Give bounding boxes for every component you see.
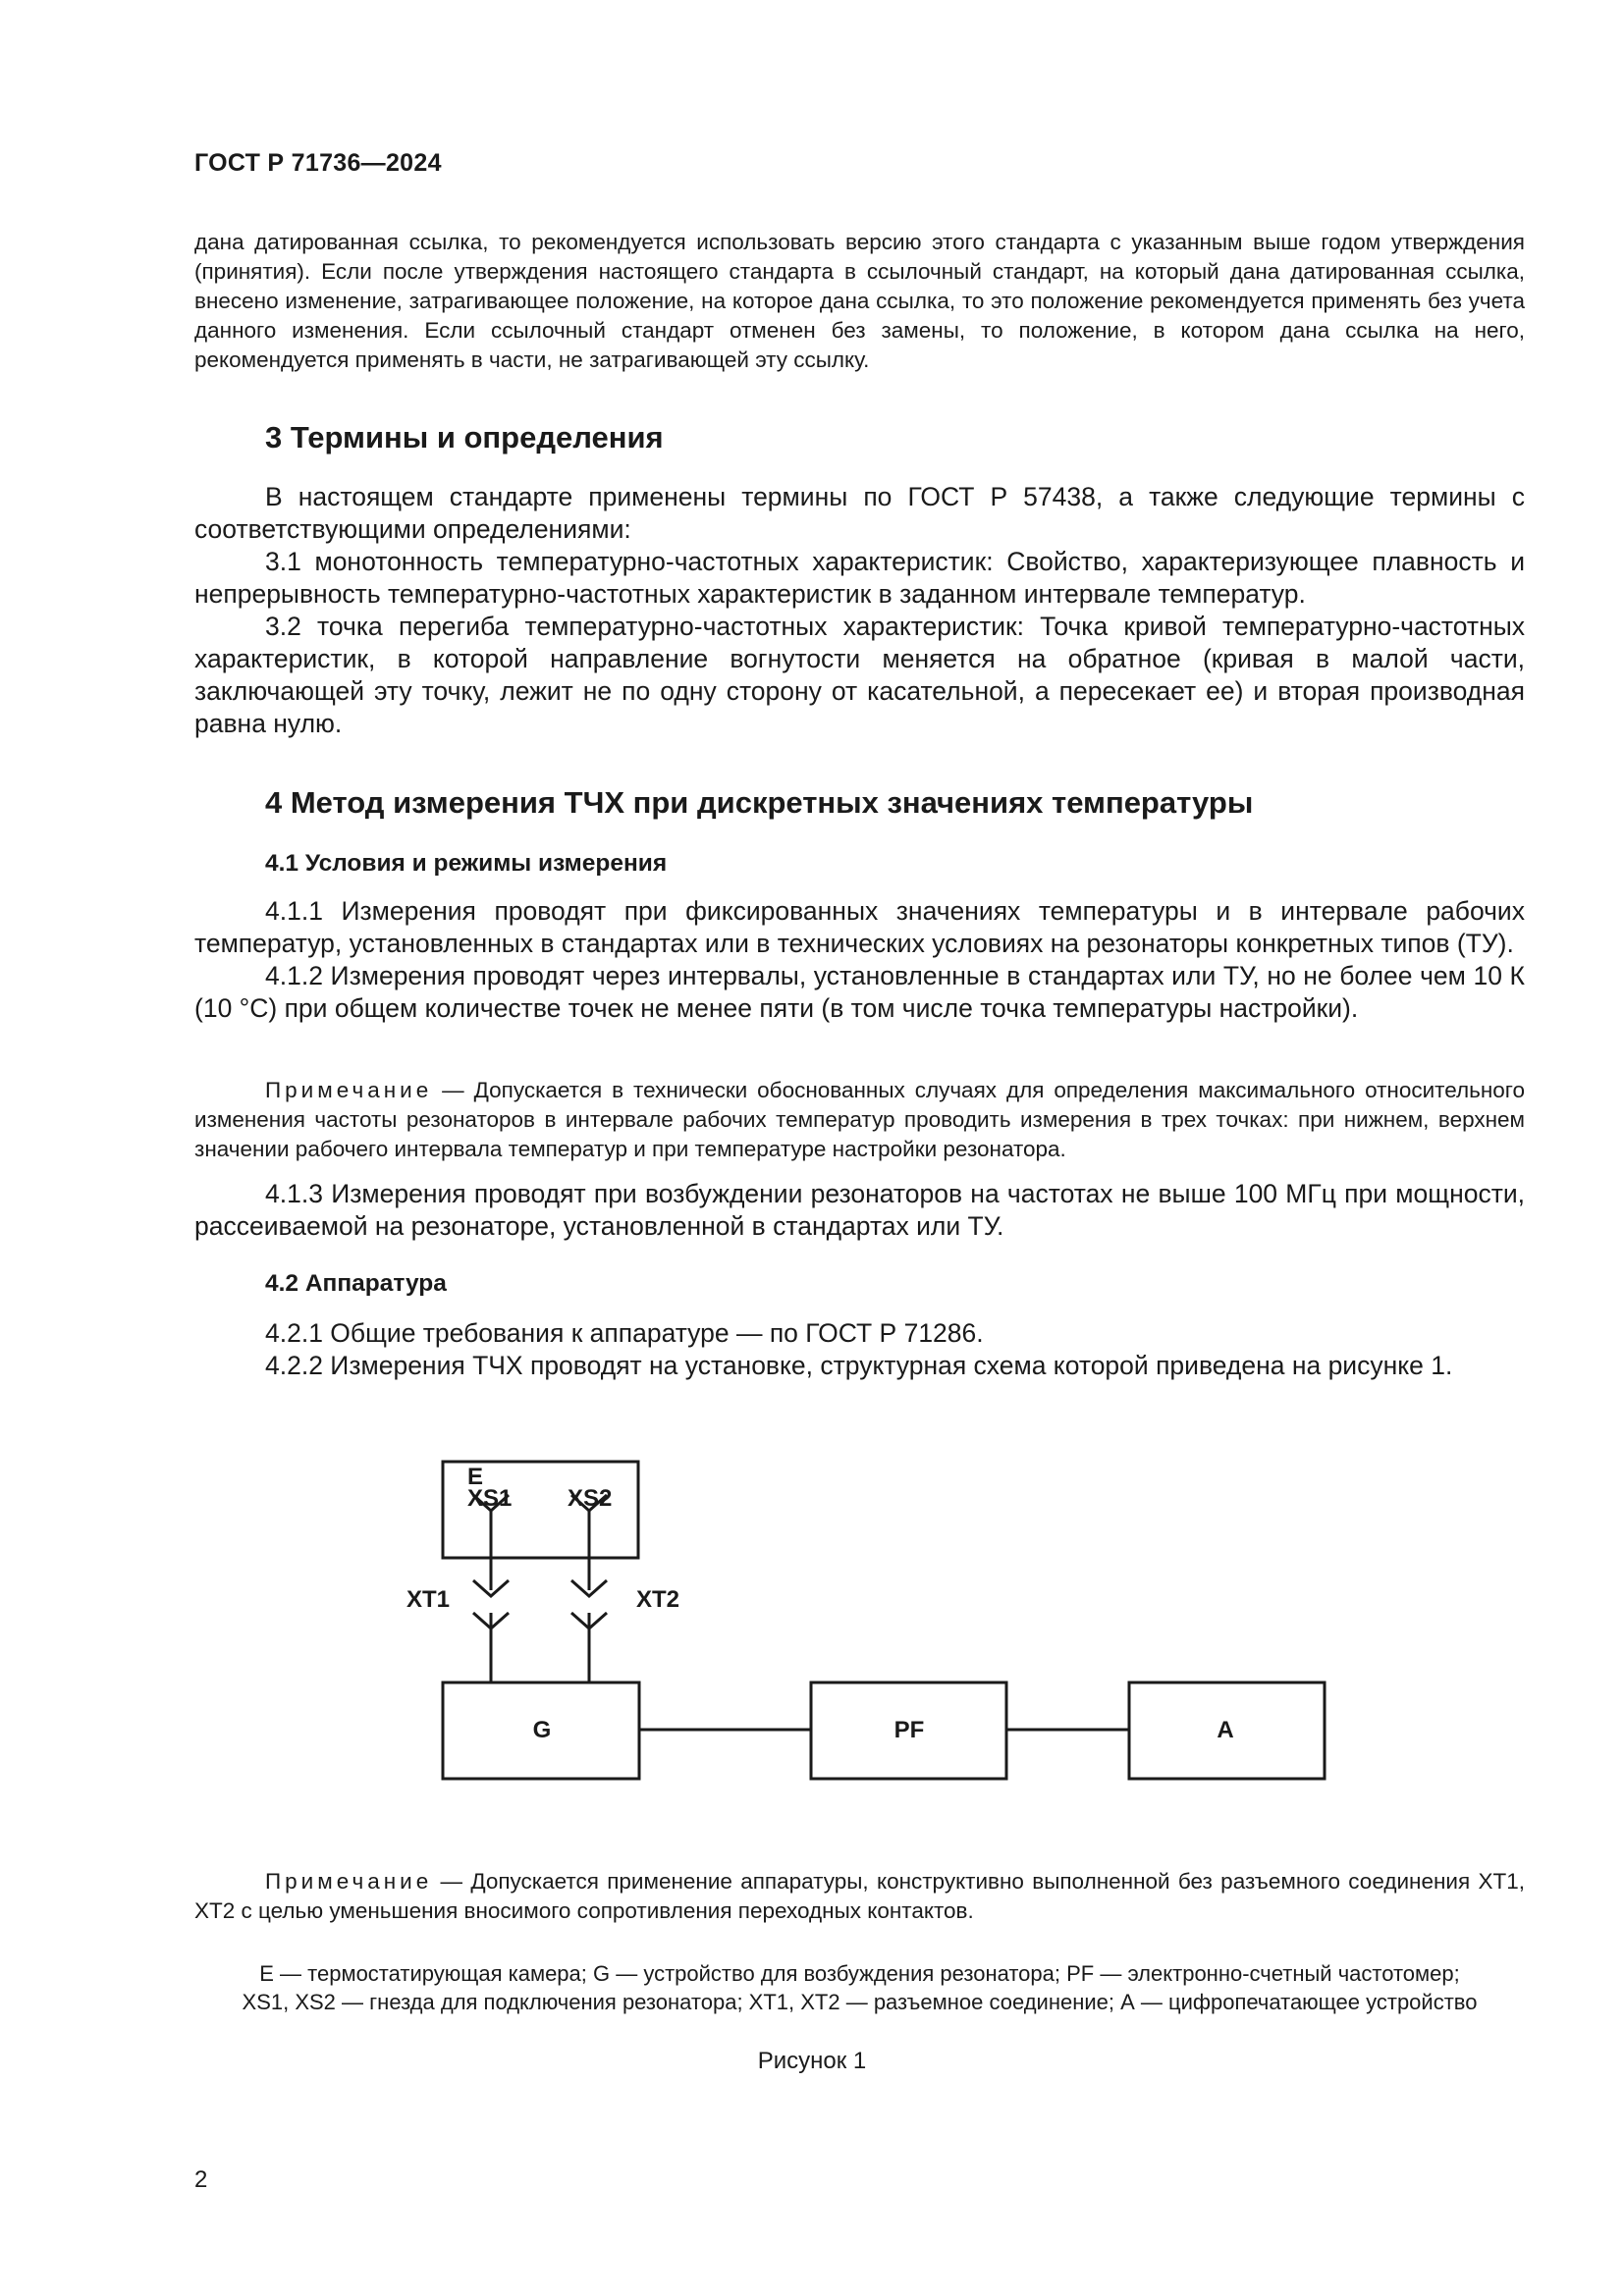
figure-note-label: Примечание — [265, 1869, 433, 1894]
block-pf-label: PF — [893, 1717, 925, 1743]
clause-4-1-1: 4.1.1 Измерения проводят при фиксированных значениях температуры и в интервале рабочих температур, установленных в стандартах или в технических условиях на резонаторы конкретных типов (ТУ). — [194, 896, 1525, 958]
clause-4-2-2: 4.2.2 Измерения ТЧХ проводят на установке, структурная схема которой приведена на рисунке 1. — [265, 1351, 1453, 1380]
connector-xt2 — [571, 1580, 607, 1682]
clause-4-2-1: 4.2.1 Общие требования к аппаратуре — по ГОСТ Р 71286. — [265, 1318, 984, 1348]
connector-xt1-label: XT1 — [406, 1586, 451, 1613]
clause-4-1-2: 4.1.2 Измерения проводят через интервалы, установленные в стандартах или ТУ, но не более чем 10 К (10 °С) при общем количестве точек не менее пяти (в том числе точка температуры настройки). — [194, 961, 1525, 1023]
connector-xt2-label: XT2 — [636, 1586, 680, 1613]
intro-paragraph: дана датированная ссылка, то рекомендуется использовать версию этого стандарта с указанным выше годом утверждения (принятия). Если после утверждения настоящего стандарта в ссылочный стандарт, на который дана датированная ссылка, внесено изменение, затрагивающее положение, на которое дана ссылка, то это положение рекомендуется применять без учета данного изменения. Если ссылочный стандарт отменен без замены, то положение, в котором дана ссылка на него, рекомендуется применять в части, не затрагивающей эту ссылку. — [194, 230, 1525, 372]
section-3-heading: 3 Термины и определения — [265, 420, 664, 454]
chamber-e-label: E — [467, 1464, 484, 1490]
legend-line-1: E — термостатирующая камера; G — устройство для возбуждения резонатора; PF — электронно-счетный частотомер; — [259, 1961, 1460, 1986]
figure-note — [194, 1867, 1525, 1926]
note-1-label: Примечание — [265, 1078, 433, 1102]
page-number: 2 — [194, 2166, 208, 2193]
subsection-4-1-heading: 4.1 Условия и режимы измерения — [265, 850, 668, 877]
section-3-intro-paragraph: В настоящем стандарте применены термины по ГОСТ Р 57438, а также следующие термины с соответствующими определениями: — [194, 482, 1525, 544]
legend-line-2: XS1, XS2 — гнезда для подключения резонатора; XT1, XT2 — разъемное соединение; А — цифропечатающее устройство — [242, 1990, 1478, 2014]
document-header: ГОСТ Р 71736—2024 — [194, 149, 442, 177]
figure-note-text: — Допускается применение аппаратуры, конструктивно выполненной без разъемного соединения XT1, XT2 с целью уменьшения вносимого сопротивления переходных контактов. — [194, 1869, 1525, 1923]
figure-note-block — [194, 1867, 1525, 1926]
block-a-label: A — [1217, 1717, 1234, 1743]
term-3-2-paragraph: 3.2 точка перегиба температурно-частотных характеристик: Точка кривой температурно-частотных характеристик, в которой направление вогнутости меняется на обратное (кривая в малой части, заключающей эту точку, лежит не по одну сторону от касательной, а пересекает ее) и вторая производная равна нулю. — [194, 612, 1525, 738]
block-g-label: G — [532, 1717, 552, 1743]
socket-xs2-label: XS2 — [568, 1485, 613, 1512]
figure-legend — [194, 1959, 1525, 2016]
connector-xt1 — [473, 1580, 509, 1682]
figure-caption: Рисунок 1 — [757, 2048, 867, 2074]
clause-4-1-3: 4.1.3 Измерения проводят при возбуждении резонаторов на частотах не выше 100 МГц при мощности, рассеиваемой на резонаторе, установленной в стандартах или ТУ. — [194, 1179, 1525, 1241]
note-1-text: — Допускается в технически обоснованных случаях для определения максимального относительного изменения частоты резонаторов в интервале рабочих температур проводить измерения в трех точках: при нижнем, верхнем значении рабочего интервала температур и при температуре настройки резонатора. — [194, 1078, 1525, 1161]
section-4-heading: 4 Метод измерения ТЧХ при дискретных значениях температуры — [265, 785, 1254, 820]
term-3-1-paragraph: 3.1 монотонность температурно-частотных характеристик: Свойство, характеризующее плавность и непрерывность температурно-частотных характеристик в заданном интервале температур. — [194, 547, 1525, 609]
subsection-4-2-heading: 4.2 Аппаратура — [265, 1270, 447, 1297]
socket-xs1-label: XS1 — [467, 1485, 513, 1512]
